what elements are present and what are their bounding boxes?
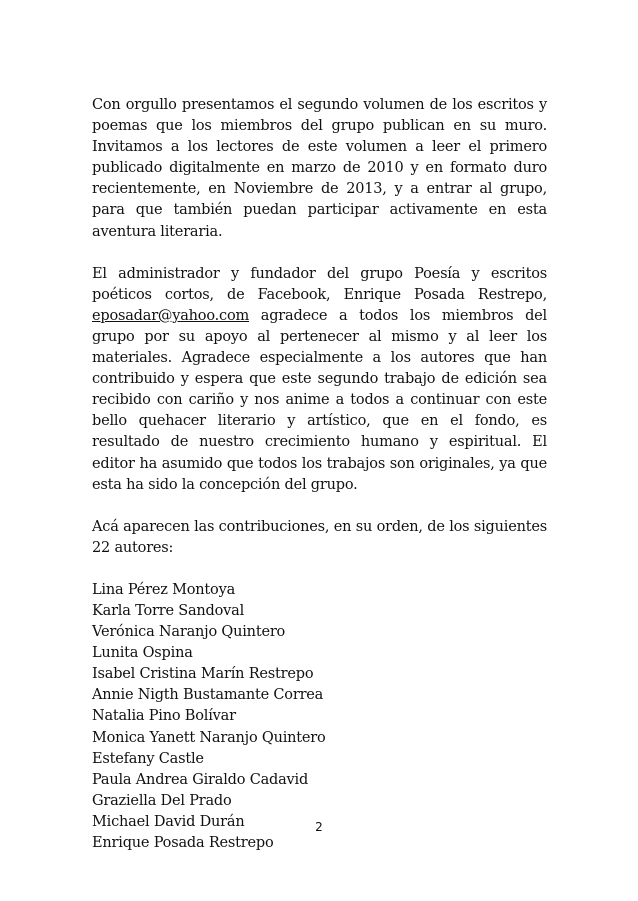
author-item: Natalia Pino Bolívar xyxy=(92,708,236,725)
author-item: Estefany Castle xyxy=(92,750,204,767)
author-item: Enrique Posada Restrepo xyxy=(92,835,274,851)
author-item: Verónica Naranjo Quintero xyxy=(92,624,286,641)
author-item: Monica Yanett Naranjo Quintero xyxy=(92,729,326,746)
author-item: Lina Pérez Montoya xyxy=(92,581,236,598)
author-item: Isabel Cristina Marín Restrepo xyxy=(92,666,314,683)
page-number: 2 xyxy=(315,820,323,834)
email-link[interactable]: eposadar@yahoo.com xyxy=(92,307,250,324)
author-item: Paula Andrea Giraldo Cadavid xyxy=(92,771,309,788)
acknowledgement-text-start: El administrador y fundador del grupo Poesía y escritos poéticos cortos, de Facebook, Enrique Posada Restrepo, xyxy=(92,265,547,303)
authors-list xyxy=(92,580,547,854)
author-item: Graziella Del Prado xyxy=(92,792,232,809)
author-item: Karla Torre Sandoval xyxy=(92,602,245,619)
acknowledgement-text-end: agradece a todos los miembros del grupo por su apoyo al pertenecer al mismo y al leer los materiales. Agradece especialmente a los autores que han contribuido y espera que este segundo trabajo de edición sea recibido con cariño y nos anime a todos a continuar con este bello quehacer literario y artístico, que en el fondo, es resultado de nuestro crecimiento humano y espiritual. El editor ha asumido que todos los trabajos son originales, ya que esta ha sido la concepción del grupo. xyxy=(92,307,547,493)
author-item: Michael David Durán xyxy=(92,813,245,830)
acknowledgement-paragraph xyxy=(92,264,547,496)
document-body xyxy=(92,95,547,854)
authors-intro-paragraph: Acá aparecen las contribuciones, en su orden, de los siguientes 22 autores: xyxy=(92,518,547,556)
author-item: Lunita Ospina xyxy=(92,645,193,662)
author-item: Annie Nigth Bustamante Correa xyxy=(92,687,324,704)
intro-paragraph: Con orgullo presentamos el segundo volumen de los escritos y poemas que los miembros del grupo publican en su muro. Invitamos a los lectores de este volumen a leer el primero publicado digitalmente en marzo de 2010 y en formato duro recientemente, en Noviembre de 2013, y a entrar al grupo, para que también puedan participar activamente en esta aventura literaria. xyxy=(92,97,547,240)
